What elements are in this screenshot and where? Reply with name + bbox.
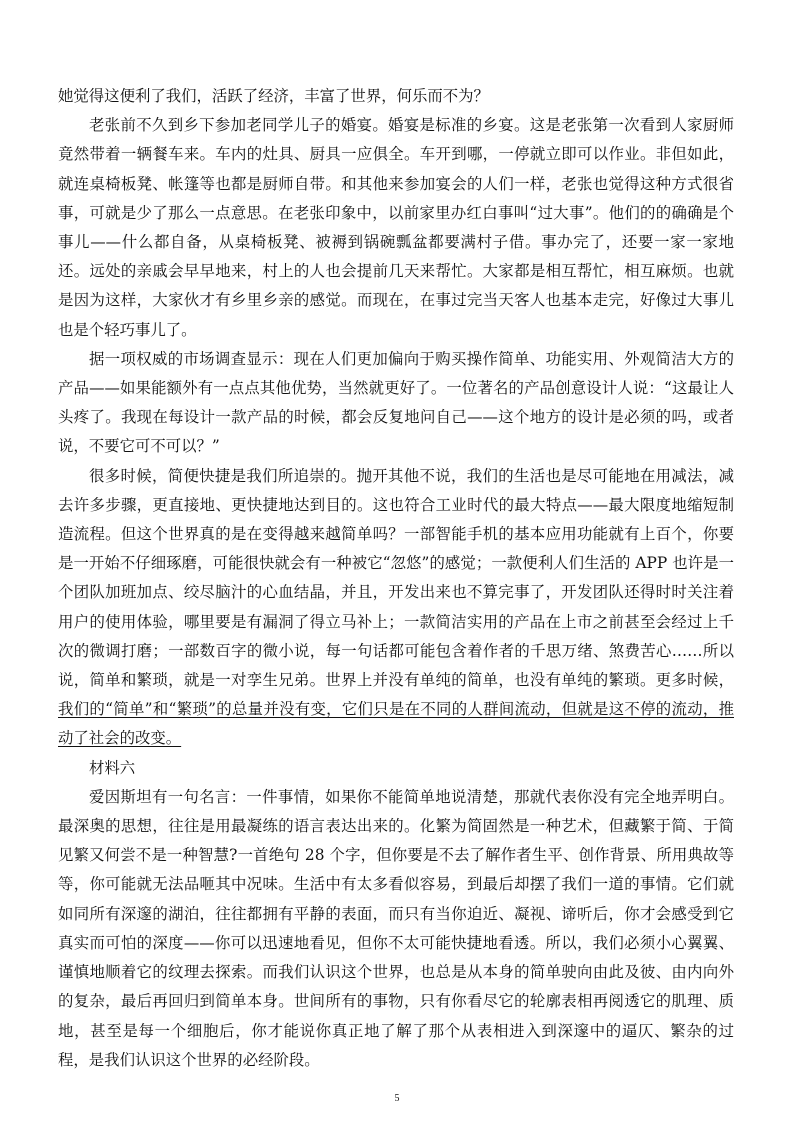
paragraph-simplicity [58,462,734,754]
paragraph-continuation: 她觉得这便利了我们，活跃了经济，丰富了世界，何乐而不为？ [58,87,489,105]
document-body [58,82,734,1075]
underlined-sentence: 我们的“简单”和“繁琐”的总量并没有变，它们只是在不同的人群间流动，但就是这不停的流动，推动了社会的改变。 [58,700,734,748]
paragraph-einstein: 爱因斯坦有一句名言：一件事情，如果你不能简单地说清楚，那就代表你没有完全地弄明白。最深奥的思想，往往是用最凝练的语言表达出来的。化繁为简固然是一种艺术，但藏繁于简、于简见繁又何尝不是一种智慧?一首绝句 28 个字，但你要是不去了解作者生平、创作背景、所用典故等等，你可能就无法品咂其中况味。生活中有太多看似容易，到最后却摆了我们一道的事情。它们就如同所有深邃的湖泊，往往都拥有平静的表面，而只有当你迫近、凝视、谛听后，你才会感受到它真实而可怕的深度——你可以迅速地看见，但你不太可能快捷地看透。所以，我们必须小心翼翼、谨慎地顺着它的纹理去探索。而我们认识这个世界，也总是从本身的简单驶向由此及彼、由内向外的复杂，最后再回归到简单本身。世间所有的事物，只有你看尽它的轮廓表相再阅透它的肌理、质地，甚至是每一个细胞后，你才能说你真正地了解了那个从表相进入到深邃中的逼仄、繁杂的过程，是我们认识这个世界的必经阶段。 [58,787,734,1069]
paragraph-wedding-story: 老张前不久到乡下参加老同学儿子的婚宴。婚宴是标准的乡宴。这是老张第一次看到人家厨师竟然带着一辆餐车来。车内的灶具、厨具一应俱全。车开到哪，一停就立即可以作业。非但如此，就连桌椅板凳、帐篷等也都是厨师自带。和其他来参加宴会的人们一样，老张也觉得这种方式很省事，可就是少了那么一点意思。在老张印象中，以前家里办红白事叫“过大事”。他们的的确确是个事儿——什么都自备，从桌椅板凳、被褥到锅碗瓢盆都要满村子借。事办完了，还要一家一家地还。远处的亲戚会早早地来，村上的人也会提前几天来帮忙。大家都是相互帮忙，相互麻烦。也就是因为这样，大家伙才有乡里乡亲的感觉。而现在，在事过完当天客人也基本走完，好像过大事儿也是个轻巧事儿了。 [58,116,734,339]
page-number: 5 [394,1093,400,1104]
paragraph-simplicity-text: 很多时候，简便快捷是我们所追崇的。抛开其他不说，我们的生活也是尽可能地在用减法，减去许多步骤，更直接地、更快捷地达到目的。这也符合工业时代的最大特点——最大限度地缩短制造流程。但这个世界真的是在变得越来越简单吗？一部智能手机的基本应用功能就有上百个，你要是一开始不仔细琢磨，可能很快就会有一种被它“忽悠”的感觉；一款便利人们生活的 APP 也许是一个团队加班加点、绞尽脑汁的心血结晶，并且，开发出来也不算完事了，开发团队还得时时关注着用户的使用体验，哪里要是有漏洞了得立马补上；一款简洁实用的产品在上市之前甚至会经过上千次的微调打磨；一部数百字的微小说，每一句话都可能包含着作者的千思万绪、煞费苦心……所以说，简单和繁琐，就是一对孪生兄弟。世界上并没有单纯的简单，也没有单纯的繁琐。更多时候， [58,466,734,690]
section-heading-material-6: 材料六 [89,758,136,777]
paragraph-market-survey: 据一项权威的市场调查显示：现在人们更加偏向于购买操作简单、功能实用、外观简洁大方的产品——如果能额外有一点点其他优势，当然就更好了。一位著名的产品创意设计人说：“这最让人头疼了。我现在每设计一款产品的时候，都会反复地问自己——这个地方的设计是必须的吗，或者说，不要它可不可以？” [58,349,734,456]
